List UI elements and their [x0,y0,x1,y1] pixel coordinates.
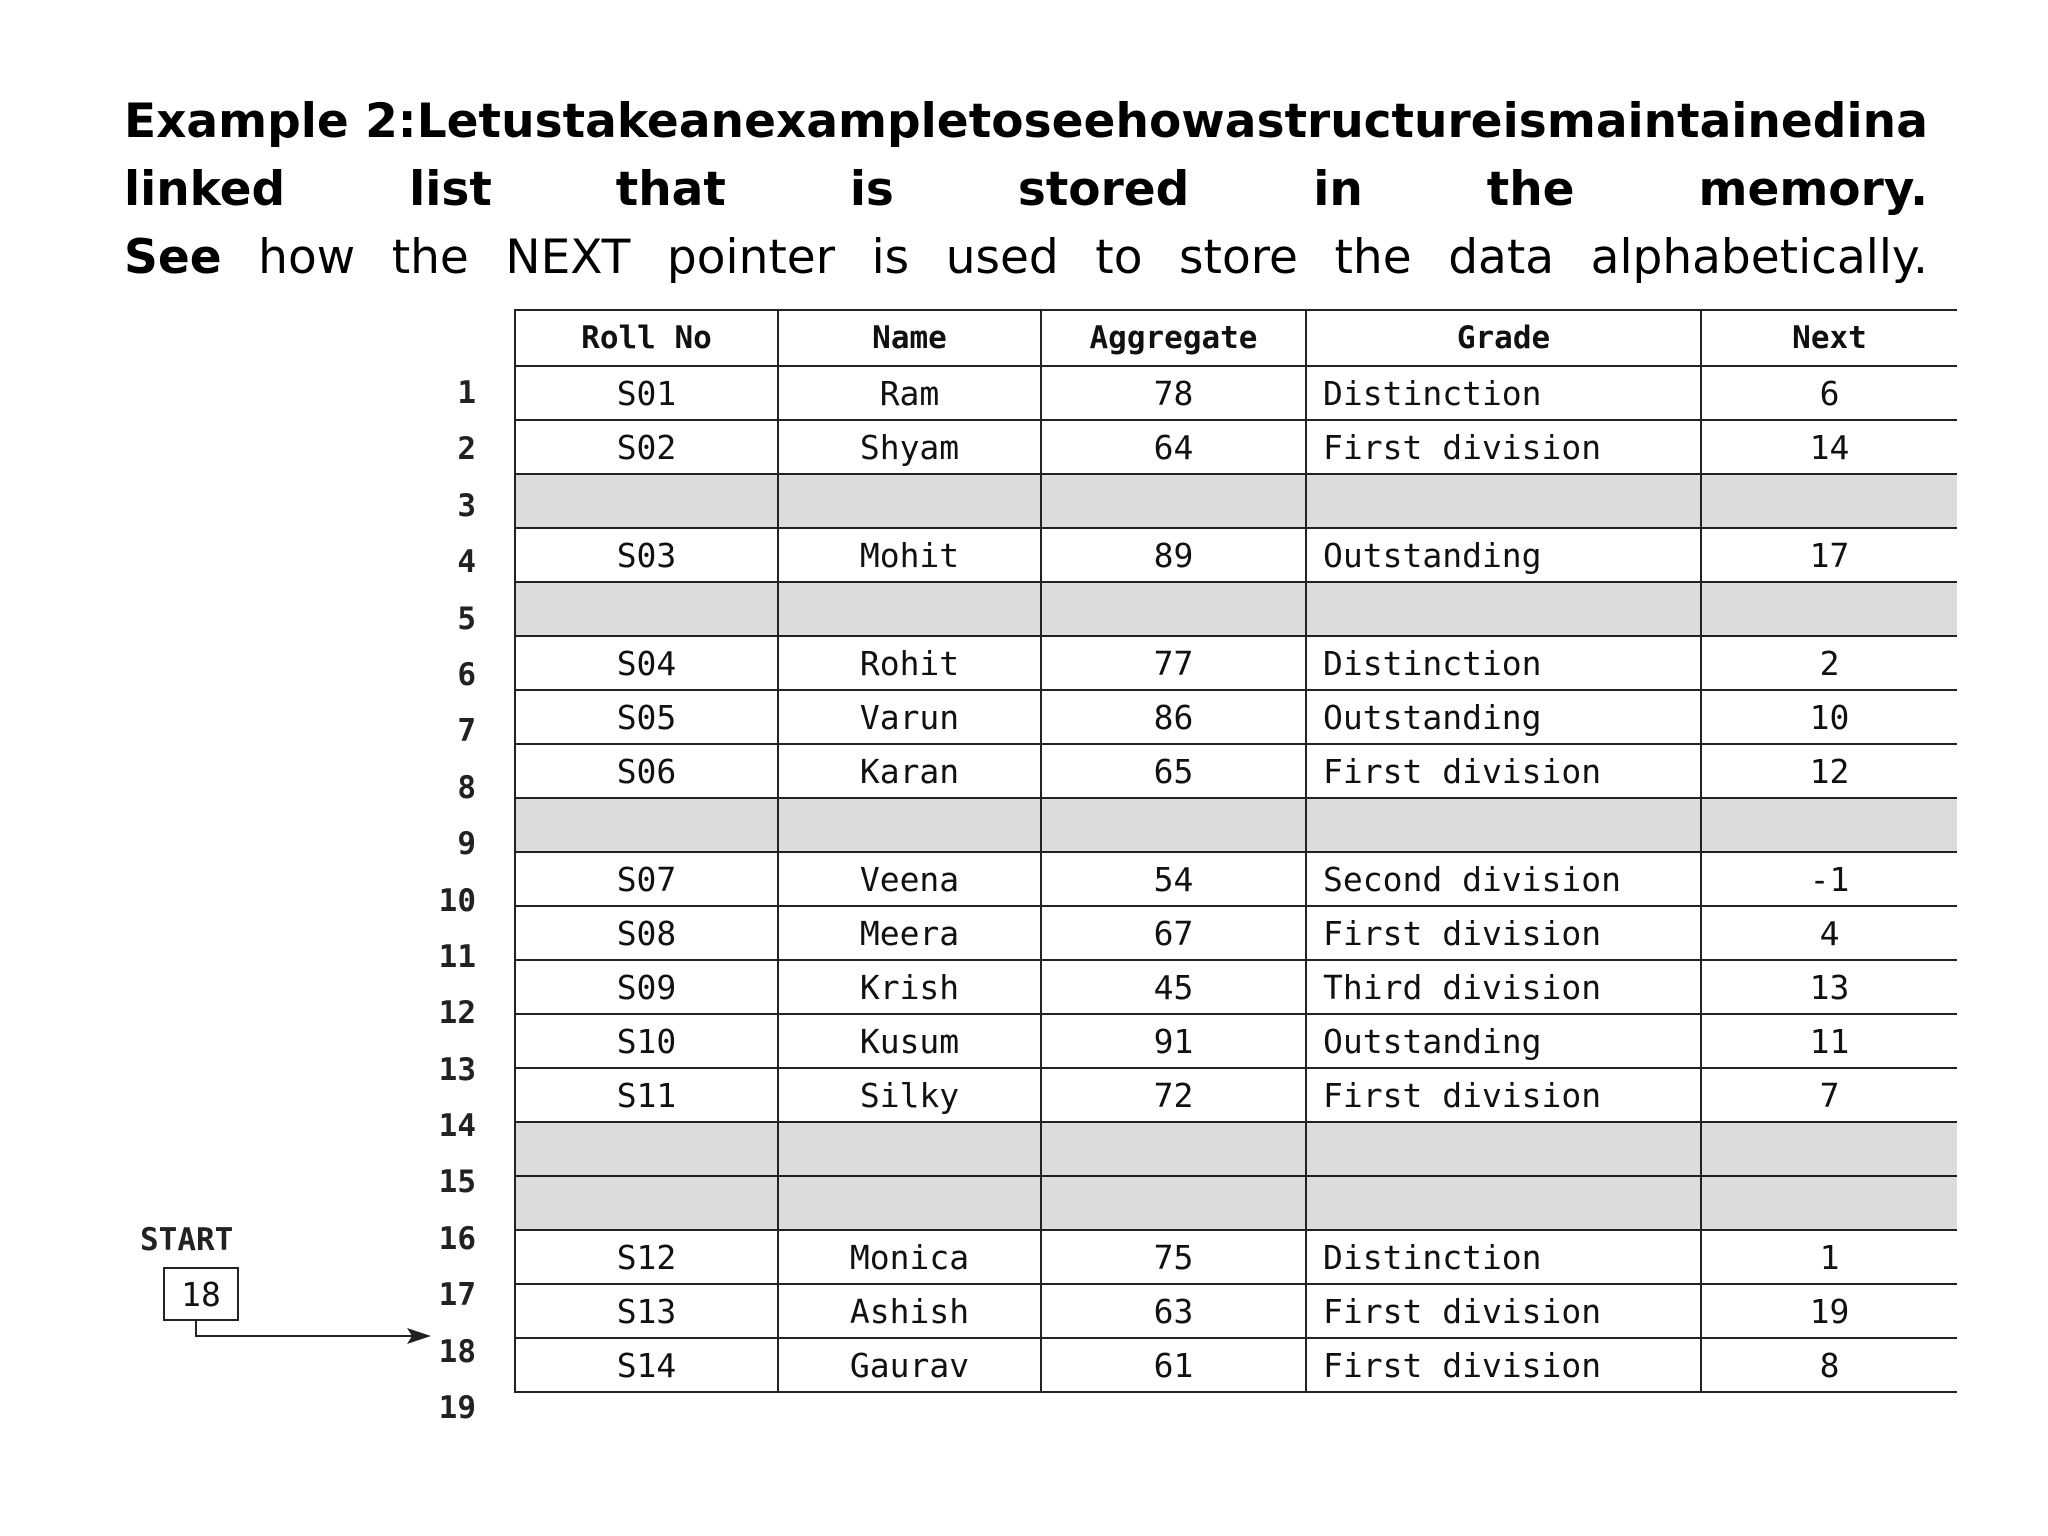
cell-name: Krish [778,960,1041,1014]
cell-aggregate [1041,474,1306,528]
heading-word: used [945,230,1059,285]
heading-word: NEXT [505,230,631,285]
table-row [515,636,1957,690]
heading-word: how [1115,94,1225,149]
linked-list-table [514,309,1957,1393]
cell-grade: First division [1306,1284,1701,1338]
row-index: 7 [457,713,476,750]
table-row [515,1122,1957,1176]
cell-name: Meera [778,906,1041,960]
heading-word: store [1179,230,1298,285]
cell-next [1701,474,1957,528]
cell-next: 1 [1701,1230,1957,1284]
heading-line-3 [124,224,1928,292]
row-index: 14 [438,1108,476,1145]
row-index: 8 [457,769,476,806]
cell-name: Mohit [778,528,1041,582]
cell-aggregate: 89 [1041,528,1306,582]
cell-next [1701,798,1957,852]
heading-word: a [1896,94,1928,149]
row-index-column [400,365,476,1436]
header-roll-no: Roll No [515,310,778,366]
cell-grade: Outstanding [1306,690,1701,744]
row-index: 16 [438,1220,476,1257]
cell-aggregate [1041,582,1306,636]
cell-next: 11 [1701,1014,1957,1068]
cell-aggregate: 67 [1041,906,1306,960]
cell-roll-no: S04 [515,636,778,690]
cell-next: 13 [1701,960,1957,1014]
cell-roll-no: S14 [515,1338,778,1392]
cell-grade: First division [1306,744,1701,798]
cell-grade: Third division [1306,960,1701,1014]
heading-word: pointer [666,230,836,285]
cell-roll-no: S02 [515,420,778,474]
table-row [515,1284,1957,1338]
heading-word: that [615,162,726,217]
cell-roll-no: S01 [515,366,778,420]
cell-aggregate: 78 [1041,366,1306,420]
cell-aggregate: 86 [1041,690,1306,744]
cell-name [778,798,1041,852]
heading-word: a [1224,94,1257,149]
heading-word: memory. [1698,162,1928,217]
row-index: 9 [457,826,476,863]
cell-grade: Second division [1306,852,1701,906]
cell-grade [1306,1122,1701,1176]
row-index: 10 [438,882,476,919]
cell-next: -1 [1701,852,1957,906]
heading-paragraph [124,88,1928,292]
table-row [515,690,1957,744]
cell-grade: Distinction [1306,1230,1701,1284]
heading-word: example [744,94,969,149]
heading-word: Example 2: [124,94,417,149]
heading-word: linked [124,162,286,217]
cell-aggregate: 91 [1041,1014,1306,1068]
heading-word: list [409,162,492,217]
heading-word: Let [416,94,502,149]
row-index: 15 [438,1164,476,1201]
heading-word: alphabetically. [1590,230,1928,285]
heading-word: the [391,230,469,285]
cell-roll-no [515,1176,778,1230]
row-index: 12 [438,995,476,1032]
table-row [515,744,1957,798]
cell-aggregate: 54 [1041,852,1306,906]
heading-word: maintained [1546,94,1847,149]
cell-aggregate: 65 [1041,744,1306,798]
cell-roll-no [515,474,778,528]
cell-grade: Distinction [1306,636,1701,690]
heading-word: in [1846,94,1897,149]
cell-roll-no: S05 [515,690,778,744]
cell-roll-no: S06 [515,744,778,798]
table-row [515,960,1957,1014]
table-row [515,582,1957,636]
table-row [515,1014,1957,1068]
cell-next: 14 [1701,420,1957,474]
table-row [515,1176,1957,1230]
table-header-row [515,310,1957,366]
cell-roll-no [515,582,778,636]
header-name: Name [778,310,1041,366]
table-row [515,798,1957,852]
table-row [515,528,1957,582]
header-grade: Grade [1306,310,1701,366]
cell-aggregate: 72 [1041,1068,1306,1122]
cell-aggregate [1041,1122,1306,1176]
heading-word: stored [1017,162,1190,217]
cell-aggregate: 77 [1041,636,1306,690]
cell-roll-no: S10 [515,1014,778,1068]
table-row [515,366,1957,420]
cell-name: Rohit [778,636,1041,690]
heading-word: is [871,230,910,285]
cell-aggregate: 61 [1041,1338,1306,1392]
cell-aggregate: 45 [1041,960,1306,1014]
cell-aggregate [1041,1176,1306,1230]
cell-roll-no: S12 [515,1230,778,1284]
cell-name: Gaurav [778,1338,1041,1392]
cell-next: 10 [1701,690,1957,744]
cell-next [1701,582,1957,636]
heading-word: is [849,162,894,217]
table-row [515,474,1957,528]
cell-name: Monica [778,1230,1041,1284]
heading-word: structure [1256,94,1503,149]
cell-next: 12 [1701,744,1957,798]
heading-word: See [124,230,222,285]
cell-name: Veena [778,852,1041,906]
cell-grade [1306,798,1701,852]
row-index: 11 [438,938,476,975]
start-arrow-icon [195,1319,435,1353]
heading-word: data [1448,230,1555,285]
cell-name: Ashish [778,1284,1041,1338]
header-next: Next [1701,310,1957,366]
cell-name: Varun [778,690,1041,744]
cell-name [778,1122,1041,1176]
cell-roll-no [515,798,778,852]
heading-line-1 [124,88,1928,156]
cell-grade: First division [1306,1338,1701,1392]
heading-word: how [258,230,356,285]
row-index: 13 [438,1051,476,1088]
row-index: 1 [457,375,476,411]
cell-next: 7 [1701,1068,1957,1122]
heading-word: is [1502,94,1547,149]
cell-grade [1306,474,1701,528]
table-row [515,1230,1957,1284]
cell-next: 6 [1701,366,1957,420]
cell-roll-no: S07 [515,852,778,906]
cell-grade [1306,582,1701,636]
cell-name: Kusum [778,1014,1041,1068]
cell-grade: Outstanding [1306,528,1701,582]
cell-name [778,1176,1041,1230]
cell-roll-no: S13 [515,1284,778,1338]
cell-roll-no [515,1122,778,1176]
start-label: START [140,1222,234,1258]
table-row [515,852,1957,906]
cell-grade: First division [1306,1068,1701,1122]
table-row [515,1068,1957,1122]
cell-name: Silky [778,1068,1041,1122]
row-index: 6 [457,656,476,693]
cell-aggregate: 64 [1041,420,1306,474]
cell-next: 17 [1701,528,1957,582]
row-index: 19 [438,1390,476,1427]
heading-word: us [501,94,563,149]
cell-roll-no: S08 [515,906,778,960]
header-aggregate: Aggregate [1041,310,1306,366]
cell-next: 19 [1701,1284,1957,1338]
table-row [515,906,1957,960]
cell-grade: Outstanding [1306,1014,1701,1068]
cell-grade: Distinction [1306,366,1701,420]
row-index: 18 [438,1333,476,1370]
heading-word: the [1486,162,1575,217]
cell-name: Karan [778,744,1041,798]
heading-word: the [1334,230,1412,285]
row-index: 5 [457,600,476,637]
cell-next: 4 [1701,906,1957,960]
start-pointer-box: 18 [163,1267,239,1321]
cell-next: 8 [1701,1338,1957,1392]
cell-next [1701,1176,1957,1230]
row-index: 3 [457,487,476,524]
cell-roll-no: S03 [515,528,778,582]
table-row [515,1338,1957,1392]
row-index: 4 [457,544,476,581]
cell-next [1701,1122,1957,1176]
cell-name [778,582,1041,636]
cell-name: Ram [778,366,1041,420]
cell-grade: First division [1306,906,1701,960]
table-row [515,420,1957,474]
cell-roll-no: S09 [515,960,778,1014]
cell-name [778,474,1041,528]
heading-line-2 [124,156,1928,224]
heading-word: see [1023,94,1116,149]
heading-word: to [1095,230,1143,285]
heading-word: in [1313,162,1363,217]
row-index: 2 [457,431,476,468]
cell-grade: First division [1306,420,1701,474]
cell-aggregate: 63 [1041,1284,1306,1338]
cell-grade [1306,1176,1701,1230]
cell-roll-no: S11 [515,1068,778,1122]
cell-name: Shyam [778,420,1041,474]
heading-word: to [968,94,1024,149]
table-body [515,366,1957,1392]
heading-word: an [678,94,745,149]
heading-word: take [562,94,679,149]
row-index: 17 [438,1277,476,1314]
cell-aggregate [1041,798,1306,852]
cell-aggregate: 75 [1041,1230,1306,1284]
cell-next: 2 [1701,636,1957,690]
